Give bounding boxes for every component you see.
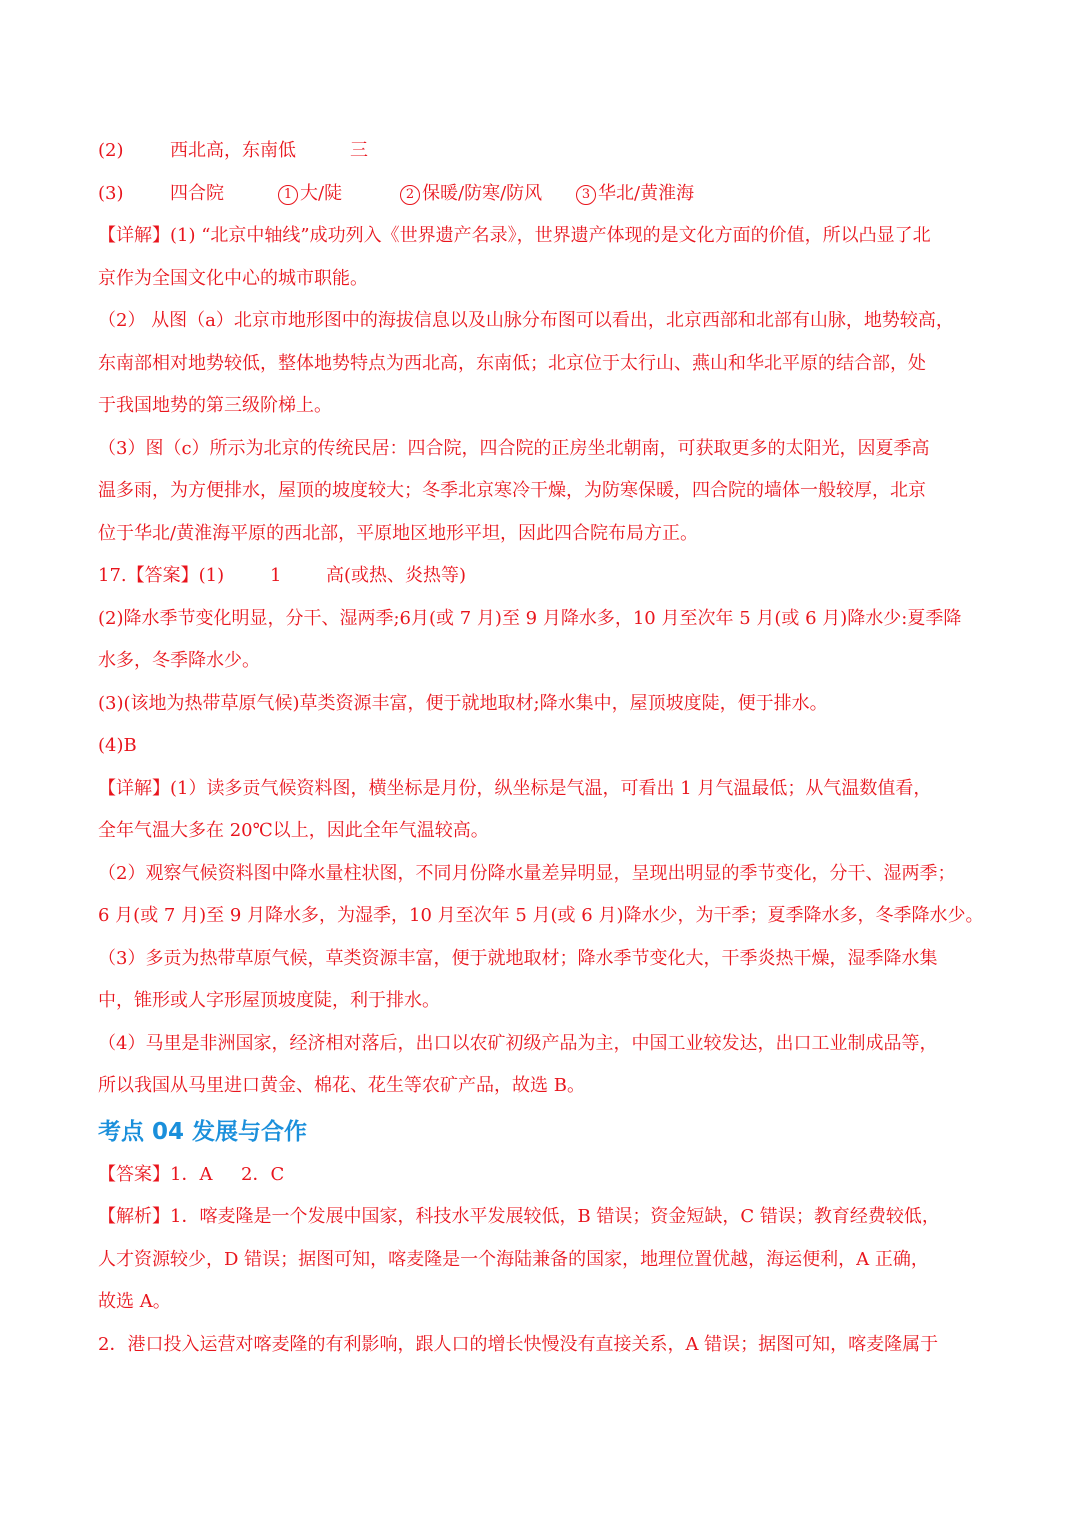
answer-value: 华北/黄淮海 (598, 182, 695, 204)
detail-17-2-line2: 6 月(或 7 月)至 9 月降水多，为湿季，10 月至次年 5 月(或 6 月)降水少，为干季；夏季降水多，冬季降水少。 (98, 905, 984, 926)
answer-number: (2) (98, 140, 124, 161)
answer-value: 四合院 (170, 182, 224, 204)
answer-item (278, 173, 400, 216)
detail-tag: 【详解】 (98, 225, 170, 246)
detail-16-2-line1: （2） 从图（a）北京市地形图中的海拔信息以及山脉分布图可以看出，北京西部和北部有山脉，地势较高， (98, 310, 954, 331)
analysis-04-1-line1 (98, 1196, 988, 1239)
detail-16-3-line3: 位于华北/黄淮海平原的西北部，平原地区地形平坦，因此四合院布局方正。 (98, 522, 699, 544)
answer-item (400, 173, 576, 216)
answer-tag: 【答案】 (98, 1163, 170, 1185)
answer-17-2-line2: 水多，冬季降水少。 (98, 650, 260, 671)
analysis-text: 1．喀麦隆是一个发展中国家，科技水平发展较低，B 错误；资金短缺，C 错误；教育经费较低， (170, 1206, 940, 1227)
detail-text: (1）读多贡气候资料图，横坐标是月份，纵坐标是气温，可看出 1 月气温最低；从气温数值看， (170, 777, 932, 799)
detail-17-3-line1: （3）多贡为热带草原气候，草类资源丰富，便于就地取材；降水季节变化大，干季炎热干燥，湿季降水集 (98, 947, 938, 969)
detail-16-1-line2: 京作为全国文化中心的城市职能。 (98, 267, 368, 289)
circled-number-icon: 2 (400, 185, 420, 205)
detail-16-3-line1: （3）图（c）所示为北京的传统民居：四合院，四合院的正房坐北朝南，可获取更多的太阳光，因夏季高 (98, 437, 930, 459)
detail-text: (1) “北京中轴线”成功列入《世界遗产名录》，世界遗产体现的是文化方面的价值，所以凸显了北 (170, 225, 931, 246)
answer-17-3: (3)(该地为热带草原气候)草类资源丰富，便于就地取材;降水集中，屋顶坡度陡，便于排水。 (98, 692, 828, 714)
answer-number: (3) (98, 182, 124, 204)
answer-04 (98, 1154, 988, 1197)
answer-16-2 (98, 130, 988, 173)
answer-16-3 (98, 173, 988, 216)
answer-17-2-line1: (2)降水季节变化明显，分干、湿两季;6月(或 7 月)至 9 月降水多，10 月至次年 5 月(或 6 月)降水少:夏季降 (98, 607, 962, 629)
detail-17-4-line2: 所以我国从马里进口黄金、棉花、花生等农矿产品，故选 B。 (98, 1075, 585, 1096)
detail-16-2-line2: 东南部相对地势较低，整体地势特点为西北高，东南低；北京位于太行山、燕山和华北平原的结合部，处 (98, 352, 926, 374)
detail-17-2-line1: （2）观察气候资料图中降水量柱状图，不同月份降水量差异明显，呈现出明显的季节变化，分干、湿两季； (98, 862, 956, 884)
answer-17-4: (4)B (98, 735, 137, 756)
answer-value: 大/陡 (300, 182, 343, 204)
analysis-04-1-line3: 故选 A。 (98, 1291, 171, 1312)
answer-item (576, 183, 694, 204)
section-heading: 考点 04 发展与合作 (98, 1118, 308, 1145)
analysis-tag: 【解析】 (98, 1206, 170, 1227)
answer-value: 三 (350, 140, 368, 161)
circled-number-icon: 1 (278, 185, 298, 205)
detail-16-3-line2: 温多雨，为方便排水，屋顶的坡度较大；冬季北京寒冷干燥，为防寒保暖，四合院的墙体一般较厚，北京 (98, 480, 926, 501)
answer-value: 高(或热、炎热等) (326, 565, 467, 586)
answer-text: 1．A 2．C (170, 1163, 285, 1185)
detail-16-1-line1 (98, 215, 988, 258)
answer-prefix: 17.【答案】(1) (98, 565, 225, 586)
detail-17-1-line2: 全年气温大多在 20℃以上，因此全年气温较高。 (98, 820, 489, 841)
detail-tag: 【详解】 (98, 777, 170, 799)
answer-value: 西北高，东南低 (170, 140, 296, 161)
detail-17-4-line1: （4）马里是非洲国家，经济相对落后，出口以农矿初级产品为主，中国工业较发达，出口工业制成品等， (98, 1032, 938, 1054)
detail-17-1-line1 (98, 768, 988, 811)
analysis-04-2-line1: 2．港口投入运营对喀麦隆的有利影响，跟人口的增长快慢没有直接关系，A 错误；据图可知，喀麦隆属于 (98, 1333, 939, 1355)
circled-number-icon: 3 (576, 185, 596, 205)
answer-value: 1 (270, 565, 282, 586)
detail-16-2-line3: 于我国地势的第三级阶梯上。 (98, 395, 332, 416)
document-page (98, 130, 988, 1366)
analysis-04-1-line2: 人才资源较少，D 错误；据图可知，喀麦隆是一个海陆兼备的国家，地理位置优越，海运便利，A 正确， (98, 1248, 929, 1270)
detail-17-3-line2: 中，锥形或人字形屋顶坡度陡，利于排水。 (98, 990, 440, 1011)
answer-17-1 (98, 555, 988, 598)
answer-value: 保暖/防寒/防风 (422, 182, 543, 204)
